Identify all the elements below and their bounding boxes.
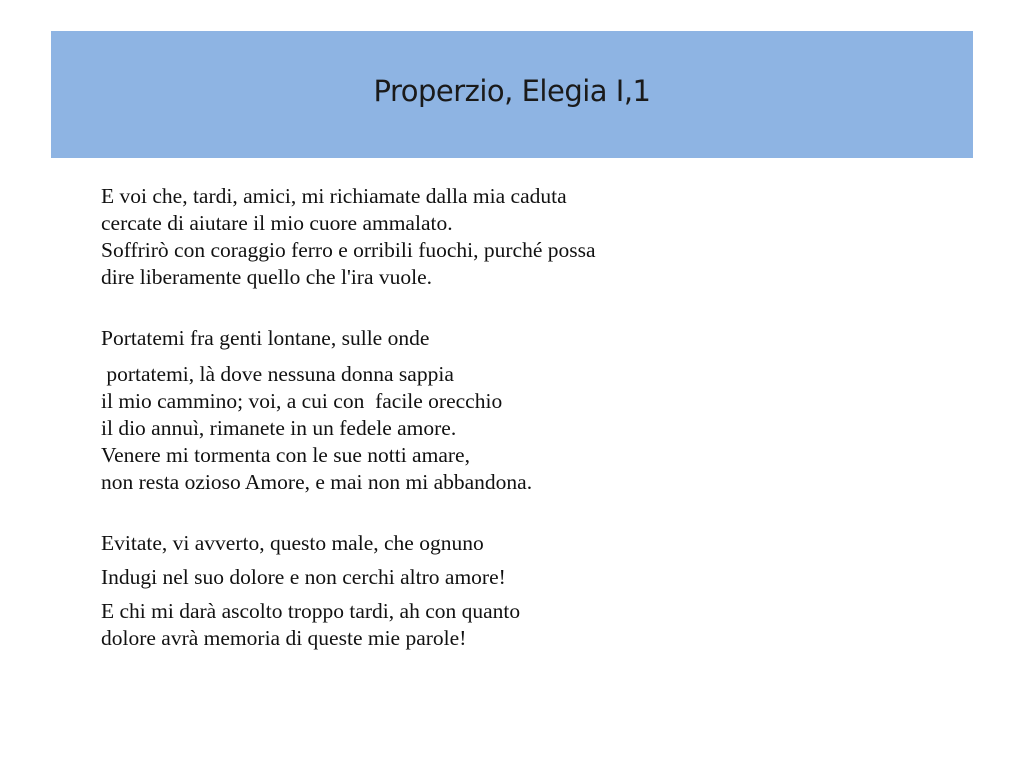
poem-line-11: Evitate, vi avverto, questo male, che ognuno — [101, 531, 484, 555]
poem-line-9: Venere mi tormenta con le sue notti amare, — [101, 443, 470, 467]
poem-line-12: Indugi nel suo dolore e non cerchi altro amore! — [101, 565, 506, 589]
poem-line-5: Portatemi fra genti lontane, sulle onde — [101, 326, 430, 350]
title-band — [51, 31, 973, 158]
poem-line-1: E voi che, tardi, amici, mi richiamate dalla mia caduta — [101, 184, 567, 208]
poem-line-3: Soffrirò con coraggio ferro e orribili fuochi, purché possa — [101, 238, 596, 262]
poem-line-13: E chi mi darà ascolto troppo tardi, ah con quanto — [101, 599, 521, 623]
poem-line-8: il dio annuì, rimanete in un fedele amore. — [101, 416, 457, 440]
poem-line-14: dolore avrà memoria di queste mie parole! — [101, 626, 467, 650]
poem-line-6: portatemi, là dove nessuna donna sappia — [101, 362, 454, 386]
poem-line-7: il mio cammino; voi, a cui con facile orecchio — [101, 389, 503, 413]
slide-title: Properzio, Elegia I,1 — [373, 73, 651, 108]
poem-line-2: cercate di aiutare il mio cuore ammalato. — [101, 211, 453, 235]
poem-line-4: dire liberamente quello che l'ira vuole. — [101, 265, 433, 289]
poem-line-10: non resta ozioso Amore, e mai non mi abbandona. — [101, 470, 533, 494]
